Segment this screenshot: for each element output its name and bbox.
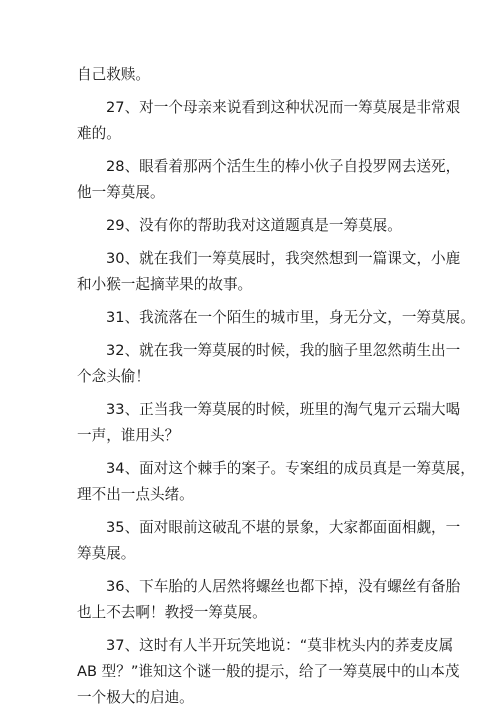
text-line: 自己救赎。 [77,66,150,83]
text-line: 28、眼看着那两个活生生的棒小伙子自投罗网去送死， [106,158,461,175]
paragraph [77,154,461,206]
paragraph [77,515,461,567]
paragraph [77,213,427,239]
paragraph [77,456,475,508]
text-line: AB 型？”谁知这个谜一般的提示，给了一筹莫展中的山本茂 [77,663,460,680]
paragraph [77,397,461,449]
text-line: 32、就在我一筹莫展的时候，我的脑子里忽然萌生出一 [106,342,461,359]
text-line: 27、对一个母亲来说看到这种状况而一筹莫展是非常艰 [106,99,461,116]
paragraph [77,338,461,390]
text-line: 36、下车胎的人居然将螺丝也都下掉，没有螺丝有备胎 [106,578,461,595]
paragraph [77,305,475,331]
text-line: 筹莫展。 [77,545,136,562]
paragraph [77,574,461,626]
text-line: 他一筹莫展。 [77,184,165,201]
text-line: 30、就在我们一筹莫展时，我突然想到一篇课文，小鹿 [106,250,461,267]
text-line: 和小猴一起摘苹果的故事。 [77,276,253,293]
text-line: 35、面对眼前这破乱不堪的景象，大家都面面相觑，一 [106,519,461,536]
text-line: 31、我流落在一个陌生的城市里，身无分文，一筹莫展。 [106,309,475,326]
paragraph [77,246,461,298]
text-line: 一声，谁用头？ [77,427,180,444]
text-line: 一个极大的启迪。 [77,689,194,706]
text-line: 29、没有你的帮助我对这道题真是一筹莫展。 [106,217,402,234]
text-line: 难的。 [77,125,121,142]
text-line: 33、正当我一筹莫展的时候，班里的淘气鬼亓云瑞大喝 [106,401,461,418]
text-line: 也上不去啊！教授一筹莫展。 [77,604,267,621]
text-line: 37、这时有人半开玩笑地说：“莫非枕头内的荞麦皮属 [106,637,454,654]
paragraph [77,62,427,88]
paragraph [77,633,460,711]
text-line: 理不出一点头绪。 [77,486,194,503]
text-line: 34、面对这个棘手的案子。专案组的成员真是一筹莫展， [106,460,475,477]
document-body [77,62,475,711]
text-line: 个念头偷！ [77,368,150,385]
paragraph [77,95,461,147]
